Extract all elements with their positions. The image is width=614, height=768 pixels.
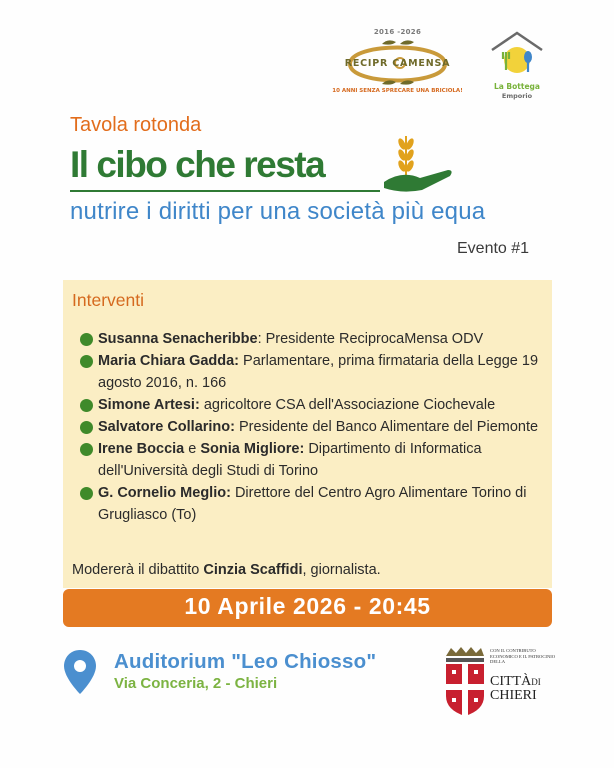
title-underline — [70, 190, 380, 192]
logo-tagline: 10 ANNI SENZA SPRECARE UNA BRICIOLA! — [332, 88, 463, 94]
speaker-role: agricoltore CSA dell'Associazione Ciochevale — [199, 397, 496, 413]
event-number: Evento #1 — [457, 240, 530, 257]
city-prefix: CITTÀ — [490, 674, 532, 689]
wheat-hand-icon — [380, 130, 456, 196]
speaker-name: Simone Artesi: — [98, 397, 200, 413]
list-item — [80, 328, 550, 350]
speakers-heading: Interventi — [72, 290, 144, 310]
event-tagline: nutrire i diritti per una società più equa — [70, 198, 486, 225]
moderator-suffix: , giornalista. — [302, 562, 381, 578]
speaker-name: G. Cornelio Meglio: — [98, 485, 231, 501]
list-item — [80, 416, 550, 438]
bullet-icon — [80, 487, 93, 500]
speaker-name: Maria Chiara Gadda: — [98, 353, 240, 369]
date-banner — [63, 589, 552, 627]
bullet-icon — [80, 333, 93, 346]
bottega-name: La Bottega — [493, 82, 540, 91]
speakers-list — [80, 328, 550, 526]
event-kicker: Tavola rotonda — [70, 114, 202, 136]
patronage-note: CON IL CONTRIBUTO ECONOMICO E IL PATROCINIO DELLA — [490, 648, 556, 665]
bullet-icon — [80, 421, 93, 434]
logo-name: RECIPR CAMENSA — [344, 58, 451, 69]
speaker-role: Dipartimento di Informatica dell'Università degli Studi di Torino — [98, 441, 482, 479]
speaker-role: Direttore del Centro Agro Alimentare Torino di Grugliasco (To) — [98, 485, 527, 523]
moderator-line — [72, 562, 381, 578]
list-item — [80, 350, 550, 394]
bullet-icon — [80, 355, 93, 368]
list-item — [80, 394, 550, 416]
city-name — [490, 675, 541, 703]
speaker-role: Parlamentare, prima firmataria della Legge 19 agosto 2016, n. 166 — [98, 353, 539, 391]
bottega-logo — [482, 30, 552, 105]
event-title: Il cibo che resta — [70, 144, 325, 185]
speaker-sep: e — [184, 441, 201, 457]
city-crest-icon — [442, 646, 488, 718]
event-date: 10 Aprile 2026 - 20:45 — [184, 593, 431, 619]
bullet-icon — [80, 443, 93, 456]
speaker-role: Presidente ReciprocaMensa ODV — [261, 331, 484, 347]
venue-address: Via Conceria, 2 - Chieri — [114, 675, 278, 692]
speaker-name: Irene Boccia — [98, 441, 185, 457]
list-item — [80, 438, 550, 482]
moderator-name: Cinzia Scaffidi — [203, 562, 303, 578]
bullet-icon — [80, 399, 93, 412]
speaker-role: Presidente del Banco Alimentare del Piemonte — [234, 419, 539, 435]
moderator-prefix: Modererà il dibattito — [72, 562, 204, 578]
location-pin-icon — [62, 648, 98, 696]
speaker-sep: : — [257, 331, 262, 347]
city-of: DI — [531, 677, 541, 687]
logo-years: 2016 -2026 — [373, 28, 422, 36]
city-label: CHIERI — [490, 688, 537, 703]
venue-name: Auditorium "Leo Chiosso" — [114, 650, 377, 673]
speaker-name-2: Sonia Migliore: — [200, 441, 305, 457]
speaker-name: Susanna Senacheribbe — [98, 331, 258, 347]
reciprocamensa-logo — [330, 28, 465, 100]
list-item — [80, 482, 550, 526]
bottega-subname: Emporio — [501, 92, 533, 100]
speaker-name: Salvatore Collarino: — [98, 419, 235, 435]
house-fork-spoon-icon — [488, 30, 546, 80]
